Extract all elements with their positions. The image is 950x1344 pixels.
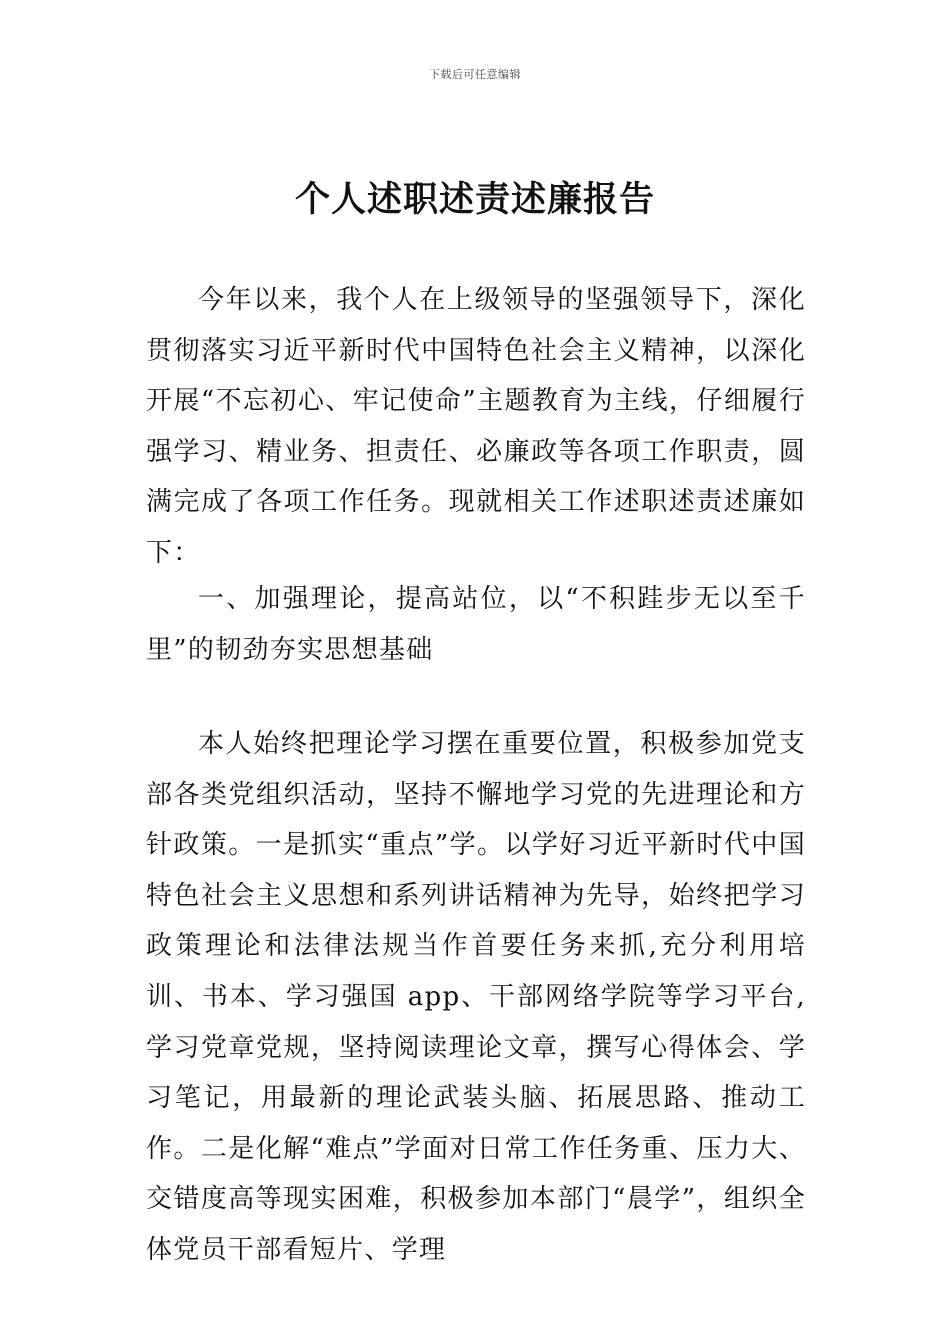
section-heading-1: 一、加强理论，提高站位，以“不积跬步无以至千里”的韧劲夯实思想基础 bbox=[146, 584, 806, 665]
document-title: 个人述职述责述廉报告 bbox=[294, 180, 655, 220]
intro-paragraph: 今年以来，我个人在上级领导的坚强领导下，深化贯彻落实习近平新时代中国特色社会主义精神，以深化开展“不忘初心、牢记使命”主题教育为主线，仔细履行强学习、精业务、担责任、必廉政等各项工作职责，圆满完成了各项工作任务。现就相关工作述职述责述廉如下： bbox=[146, 285, 806, 568]
header-note: 下载后可任意编辑 bbox=[429, 68, 521, 81]
section-1-paragraph: 本人始终把理论学习摆在重要位置，积极参加党支部各类党组织活动，坚持不懈地学习党的先进理论和方针政策。一是抓实“重点”学。以学好习近平新时代中国特色社会主义思想和系列讲话精神为先导，始终把学习政策理论和法律法规当作首要任务来抓,充分利用培训、书本、学习强国 app、干部网络学院等学习平台,学习党章党规，坚持阅读理论文章，撰写心得体会、学习笔记，用最新的理论武装头脑、拓展思路、推动工作。二是化解“难点”学面对日常工作任务重、压力大、交错度高等现实困难，积极参加本部门“晨学”，组织全体党员干部看短片、学理 bbox=[146, 729, 806, 1265]
